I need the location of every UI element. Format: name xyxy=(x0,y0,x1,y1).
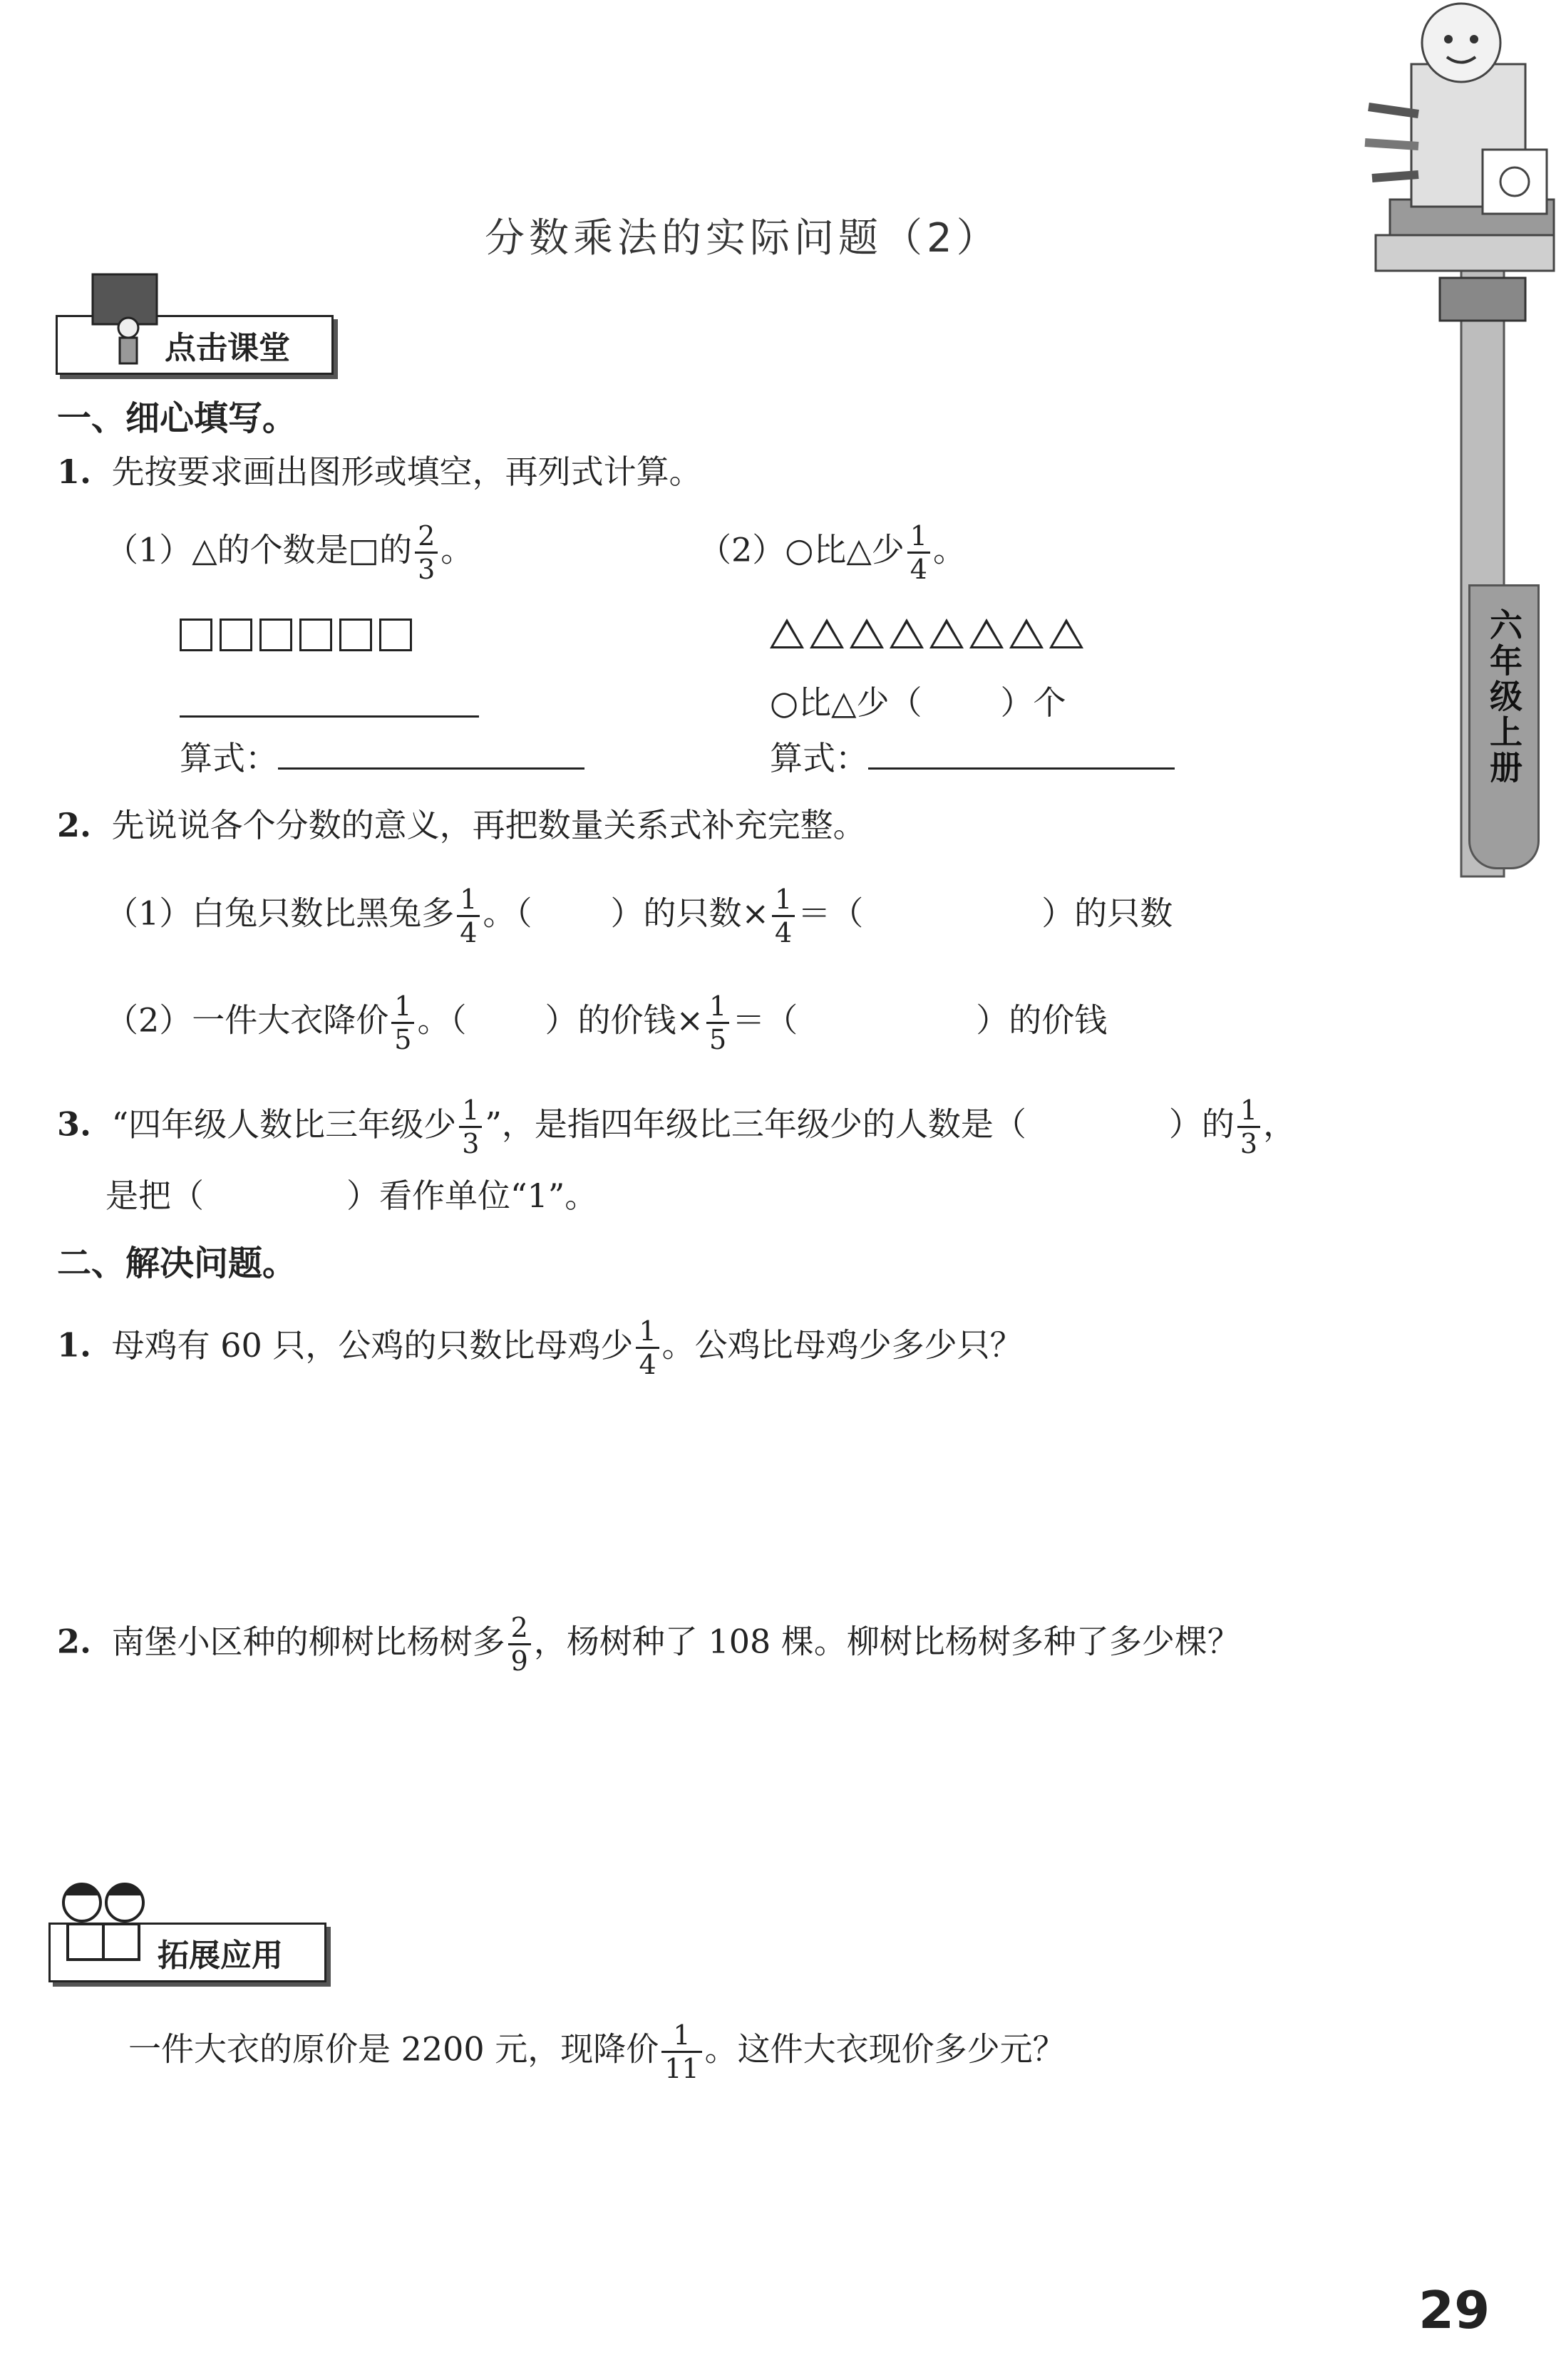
triangle-shape xyxy=(969,619,1004,648)
grade-label: 六年级上册 xyxy=(1485,608,1523,786)
q1-sub2-formula-blank[interactable] xyxy=(868,767,1175,770)
q1-sub2-fill: ○比△少（ ）个 xyxy=(770,683,1066,722)
p2-q1: 1. 母鸡有 60 只，公鸡的只数比母鸡少 $\frac{1}{4}$ 。公鸡比母鸡少多少只？ xyxy=(57,1315,1023,1380)
q1-sub2-fraction: $\frac{1}{4}$ xyxy=(907,520,930,585)
q2-sub1: （1）白兔只数比黑兔多 $\frac{1}{4}$ 。（ ）的只数× $\frac{1}{4}$ ＝（ ）的只数 xyxy=(105,884,1173,948)
square-shape xyxy=(379,619,412,651)
triangle-shape xyxy=(1049,619,1083,648)
square-shape xyxy=(299,619,332,651)
q1-sub1-formula: 算式： xyxy=(180,737,584,780)
square-shape xyxy=(220,619,252,651)
q1-sub1-formula-blank[interactable] xyxy=(278,767,584,770)
q1-text: 先按要求画出图形或填空，再列式计算。 xyxy=(111,452,702,491)
q2-sub2-fraction: $\frac{1}{5}$ xyxy=(391,990,414,1055)
extend-answer-area[interactable] xyxy=(128,2095,1383,2280)
triangle-shape xyxy=(770,619,804,648)
triangle-shape xyxy=(929,619,964,648)
q1-sub1: （1）△的个数是□的 $\frac{2}{3}$ 。 xyxy=(105,520,474,585)
triangles-row xyxy=(770,619,1089,648)
q2-sub1-fraction: $\frac{1}{4}$ xyxy=(457,884,480,948)
class-badge-label: 点击课堂 xyxy=(165,330,290,366)
q3-number: 3. xyxy=(57,1104,92,1144)
grade-side-tab xyxy=(1468,584,1540,869)
q2-text: 先说说各个分数的意义，再把数量关系式补充完整。 xyxy=(111,806,866,844)
square-shape xyxy=(180,619,212,651)
q1-sub2-formula: 算式： xyxy=(770,737,1175,780)
q2-stem xyxy=(57,804,866,847)
q1-number: 1. xyxy=(57,452,92,491)
squares-row xyxy=(180,619,419,651)
q3-line1: 3. “四年级人数比三年级少 $\frac{1}{3}$ ”，是指四年级比三年级少的人数是（ ）的 $\frac{1}{3}$ ， xyxy=(57,1095,1297,1159)
p2-q1-answer-area[interactable] xyxy=(105,1375,1389,1539)
triangle-shape xyxy=(810,619,844,648)
q1-stem xyxy=(57,450,702,493)
q1-sub2: （2）○比△少 $\frac{1}{4}$ 。 xyxy=(699,520,966,585)
q3-fraction: $\frac{1}{3}$ xyxy=(459,1095,482,1159)
p2-q1-number: 1. xyxy=(57,1325,92,1365)
page-number: 29 xyxy=(1418,2280,1490,2340)
triangle-shape xyxy=(890,619,924,648)
draw-answer-line[interactable] xyxy=(180,715,479,718)
extend-question: 一件大衣的原价是 2200 元，现降价 $\frac{1}{11}$ 。这件大衣现价多少元？ xyxy=(128,2019,1066,2084)
q2-number: 2. xyxy=(57,806,92,844)
triangle-shape xyxy=(850,619,884,648)
page-title: 分数乘法的实际问题（2） xyxy=(485,215,1001,262)
q1-sub2-prefix: （2）○比△少 xyxy=(699,530,905,569)
blackboard-icon xyxy=(86,271,164,371)
p2-q1-fraction: $\frac{1}{4}$ xyxy=(636,1315,659,1380)
q1-sub1-fraction: $\frac{2}{3}$ xyxy=(415,520,438,585)
p2-q2-answer-area[interactable] xyxy=(105,1675,1389,1888)
reading-kids-icon xyxy=(50,1874,157,1981)
q2-sub2: （2）一件大衣降价 $\frac{1}{5}$ 。（ ）的价钱× $\frac{1}{5}$ ＝（ ）的价钱 xyxy=(105,990,1108,1055)
extend-fraction: $\frac{1}{11}$ xyxy=(661,2019,701,2084)
q3-line2: 是把（ ）看作单位“1”。 xyxy=(105,1176,598,1215)
triangle-shape xyxy=(1009,619,1044,648)
part1-heading: 一、细心填写。 xyxy=(57,398,297,438)
p2-q2-number: 2. xyxy=(57,1622,92,1661)
q1-sub1-prefix: （1）△的个数是□的 xyxy=(105,530,413,569)
square-shape xyxy=(339,619,372,651)
p2-q2: 2. 南堡小区种的柳树比杨树多 $\frac{2}{9}$ ，杨树种了 108 棵。柳树比杨树多种了多少棵？ xyxy=(57,1612,1240,1677)
square-shape xyxy=(259,619,292,651)
part2-heading: 二、解决问题。 xyxy=(57,1243,297,1283)
extend-badge-label: 拓展应用 xyxy=(158,1937,283,1974)
p2-q2-fraction: $\frac{2}{9}$ xyxy=(508,1612,531,1677)
